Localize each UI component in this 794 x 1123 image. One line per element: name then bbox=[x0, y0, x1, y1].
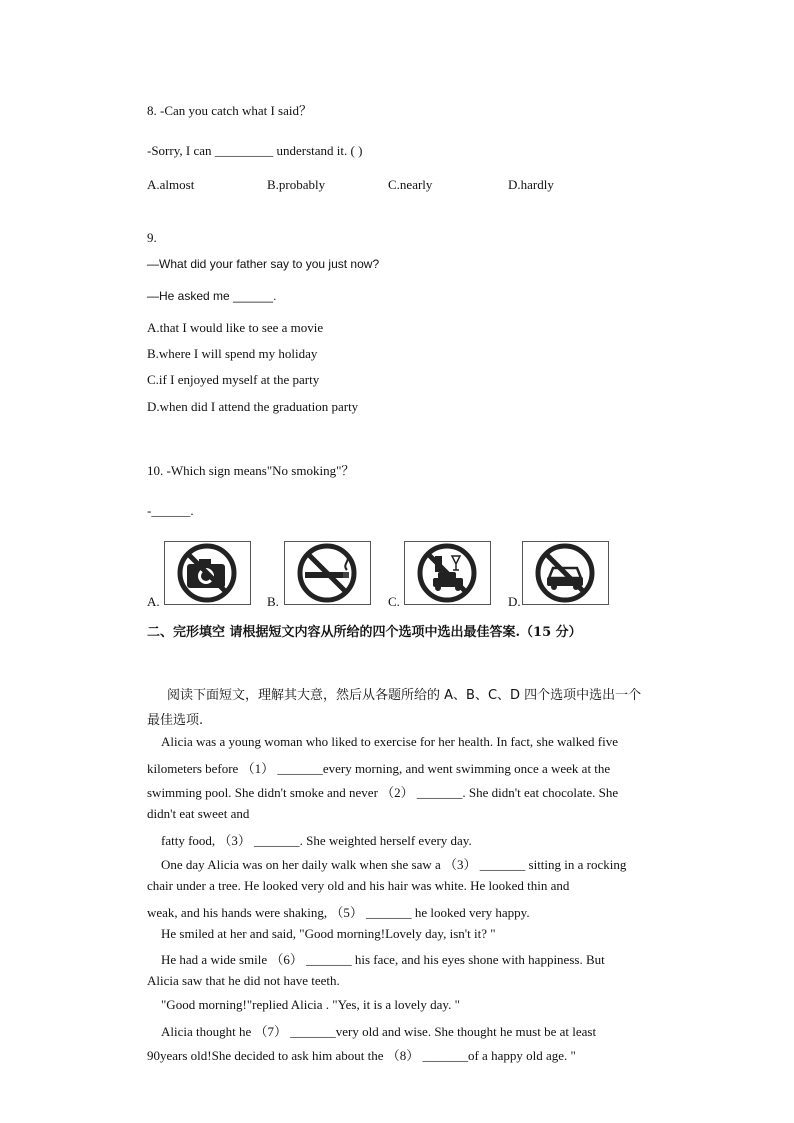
q8-option-a: A.almost bbox=[147, 177, 195, 192]
passage-line: swimming pool. She didn't smoke and never （2） _______. She didn't eat chocolate. She bbox=[147, 785, 619, 800]
q9-option-d: D.when did I attend the graduation party bbox=[147, 399, 359, 414]
passage-line: fatty food, （3） _______. She weighted herself every day. bbox=[161, 833, 472, 848]
no-cars-sign bbox=[522, 541, 609, 605]
passage-line: He smiled at her and said, "Good morning!Lovely day, isn't it? " bbox=[161, 926, 496, 941]
passage-line: "Good morning!"replied Alicia . "Yes, it is a lovely day. " bbox=[161, 997, 460, 1012]
passage-line: He had a wide smile （6） _______ his face, and his eyes shone with happiness. But bbox=[161, 952, 605, 967]
q8-option-c: C.nearly bbox=[388, 177, 433, 192]
q9-option-c: C.if I enjoyed myself at the party bbox=[147, 372, 320, 387]
q9-option-b: B.where I will spend my holiday bbox=[147, 346, 318, 361]
q8-option-b: B.probably bbox=[267, 177, 326, 192]
no-camera-icon bbox=[165, 542, 250, 604]
passage-line: One day Alicia was on her daily walk when she saw a （3） _______ sitting in a rocking bbox=[161, 857, 627, 872]
q10-reply: -______. bbox=[147, 503, 194, 518]
q10-option-c-letter: C. bbox=[388, 594, 400, 609]
passage-line: Alicia saw that he did not have teeth. bbox=[147, 973, 340, 988]
no-cars-icon bbox=[523, 542, 608, 604]
passage-line: kilometers before （1） _______every morning, and went swimming once a week at the bbox=[147, 761, 611, 776]
no-drink-driving-icon bbox=[405, 542, 490, 604]
passage-line: weak, and his hands were shaking, （5） _______ he looked very happy. bbox=[147, 905, 530, 920]
no-smoking-sign bbox=[284, 541, 371, 605]
q10-option-d-letter: D. bbox=[508, 594, 521, 609]
q9-number: 9. bbox=[147, 230, 157, 245]
q10-option-a-letter: A. bbox=[147, 594, 160, 609]
passage-line: chair under a tree. He looked very old and his hair was white. He looked thin and bbox=[147, 878, 570, 893]
section2-instruction-2: 最佳选项. bbox=[147, 713, 204, 728]
q9-line2: —He asked me ______. bbox=[147, 289, 277, 303]
q8-stem: 8. -Can you catch what I said？ bbox=[147, 103, 312, 118]
q8-reply: -Sorry, I can _________ understand it. ( ) bbox=[147, 143, 363, 158]
q10-stem: 10. -Which sign means"No smoking"？ bbox=[147, 463, 355, 478]
q9-line1: —What did your father say to you just now? bbox=[147, 257, 380, 271]
no-drink-driving-sign bbox=[404, 541, 491, 605]
q8-option-d: D.hardly bbox=[508, 177, 554, 192]
no-camera-sign bbox=[164, 541, 251, 605]
passage-line: 90years old!She decided to ask him about the （8） _______of a happy old age. " bbox=[147, 1048, 576, 1063]
no-smoking-icon bbox=[285, 542, 370, 604]
section2-heading: 二、完形填空 请根据短文内容从所给的四个选项中选出最佳答案.（15 分） bbox=[147, 625, 582, 640]
passage-line: Alicia was a young woman who liked to exercise for her health. In fact, she walked five bbox=[161, 734, 619, 749]
q10-option-b-letter: B. bbox=[267, 594, 279, 609]
passage-line: Alicia thought he （7） _______very old and wise. She thought he must be at least bbox=[161, 1024, 597, 1039]
q9-option-a: A.that I would like to see a movie bbox=[147, 320, 324, 335]
passage-line: didn't eat sweet and bbox=[147, 806, 250, 821]
section2-instruction-1: 阅读下面短文，理解其大意，然后从各题所给的 A、B、C、D 四个选项中选出一个 bbox=[167, 688, 642, 703]
